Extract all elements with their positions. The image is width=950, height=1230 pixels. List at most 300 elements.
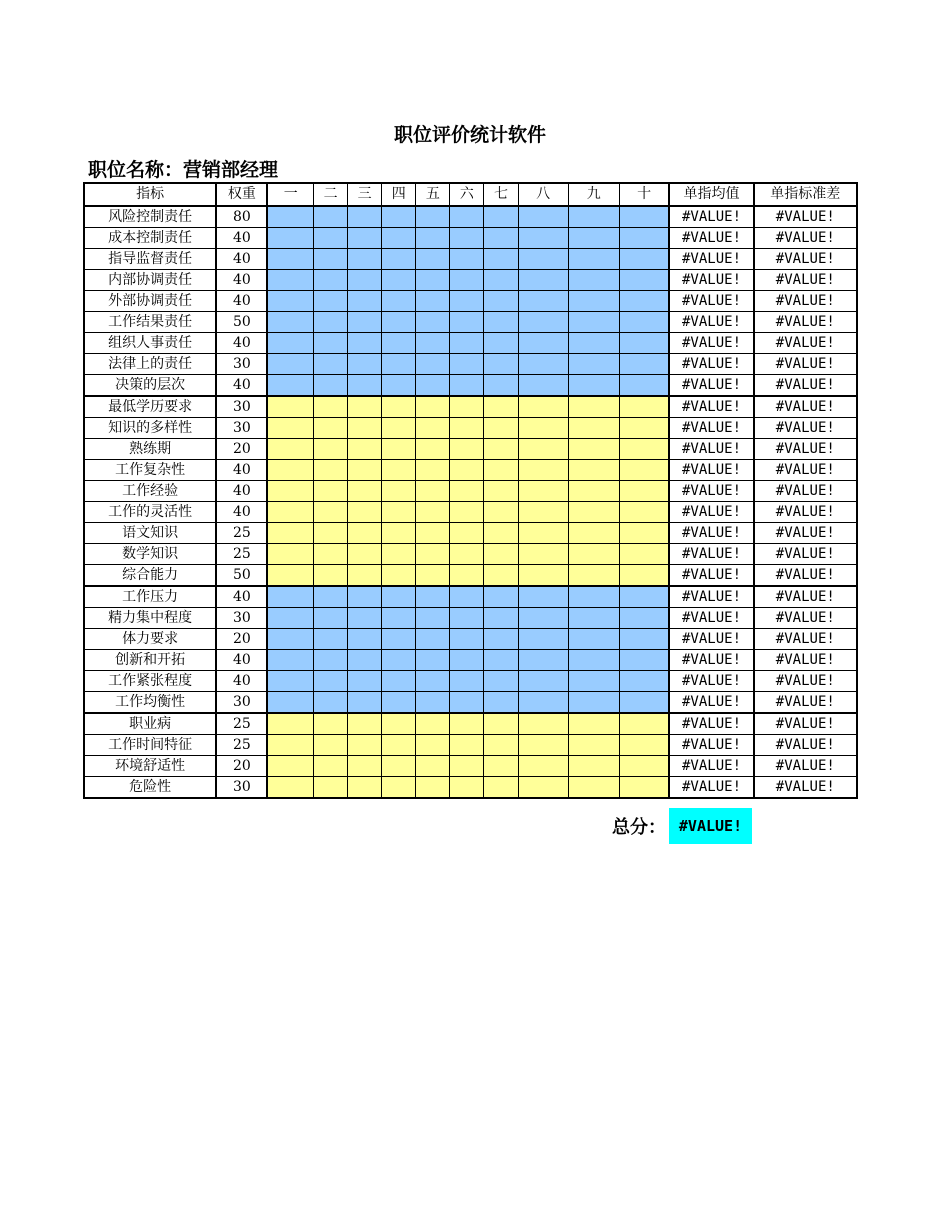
score-cell[interactable] [518, 481, 568, 502]
score-cell[interactable] [267, 502, 313, 523]
score-cell[interactable] [518, 650, 568, 671]
score-cell[interactable] [619, 291, 669, 312]
score-cell[interactable] [450, 249, 484, 270]
score-cell[interactable] [267, 692, 313, 714]
score-cell[interactable] [382, 650, 416, 671]
score-cell[interactable] [416, 523, 450, 544]
indicator-weight[interactable]: 25 [216, 713, 267, 735]
score-cell[interactable] [619, 523, 669, 544]
score-cell[interactable] [416, 565, 450, 587]
score-cell[interactable] [382, 671, 416, 692]
score-cell[interactable] [267, 777, 313, 799]
score-cell[interactable] [348, 671, 382, 692]
score-cell[interactable] [416, 375, 450, 397]
score-cell[interactable] [484, 777, 518, 799]
score-cell[interactable] [416, 228, 450, 249]
score-cell[interactable] [267, 756, 313, 777]
score-cell[interactable] [450, 228, 484, 249]
score-cell[interactable] [416, 418, 450, 439]
score-cell[interactable] [267, 523, 313, 544]
score-cell[interactable] [568, 523, 619, 544]
score-cell[interactable] [450, 270, 484, 291]
score-cell[interactable] [382, 206, 416, 228]
score-cell[interactable] [450, 291, 484, 312]
score-cell[interactable] [450, 629, 484, 650]
score-cell[interactable] [568, 439, 619, 460]
score-cell[interactable] [416, 312, 450, 333]
indicator-weight[interactable]: 20 [216, 439, 267, 460]
score-cell[interactable] [382, 460, 416, 481]
score-cell[interactable] [267, 629, 313, 650]
score-cell[interactable] [314, 460, 348, 481]
score-cell[interactable] [450, 735, 484, 756]
score-cell[interactable] [416, 650, 450, 671]
indicator-weight[interactable]: 30 [216, 396, 267, 418]
score-cell[interactable] [267, 228, 313, 249]
score-cell[interactable] [484, 439, 518, 460]
score-cell[interactable] [314, 586, 348, 608]
indicator-weight[interactable]: 40 [216, 291, 267, 312]
score-cell[interactable] [348, 586, 382, 608]
score-cell[interactable] [518, 312, 568, 333]
score-cell[interactable] [314, 523, 348, 544]
score-cell[interactable] [484, 608, 518, 629]
score-cell[interactable] [450, 671, 484, 692]
score-cell[interactable] [568, 565, 619, 587]
indicator-weight[interactable]: 40 [216, 249, 267, 270]
score-cell[interactable] [450, 312, 484, 333]
score-cell[interactable] [267, 544, 313, 565]
score-cell[interactable] [314, 418, 348, 439]
score-cell[interactable] [619, 249, 669, 270]
score-cell[interactable] [484, 270, 518, 291]
score-cell[interactable] [314, 756, 348, 777]
score-cell[interactable] [382, 291, 416, 312]
score-cell[interactable] [382, 692, 416, 714]
score-cell[interactable] [450, 544, 484, 565]
score-cell[interactable] [619, 650, 669, 671]
score-cell[interactable] [450, 777, 484, 799]
score-cell[interactable] [484, 333, 518, 354]
indicator-weight[interactable]: 40 [216, 375, 267, 397]
score-cell[interactable] [484, 418, 518, 439]
score-cell[interactable] [450, 502, 484, 523]
score-cell[interactable] [416, 502, 450, 523]
score-cell[interactable] [314, 735, 348, 756]
score-cell[interactable] [314, 692, 348, 714]
score-cell[interactable] [348, 544, 382, 565]
indicator-weight[interactable]: 30 [216, 354, 267, 375]
score-cell[interactable] [348, 650, 382, 671]
indicator-weight[interactable]: 40 [216, 650, 267, 671]
score-cell[interactable] [314, 713, 348, 735]
score-cell[interactable] [450, 523, 484, 544]
score-cell[interactable] [416, 544, 450, 565]
score-cell[interactable] [382, 735, 416, 756]
score-cell[interactable] [450, 756, 484, 777]
score-cell[interactable] [314, 629, 348, 650]
indicator-weight[interactable]: 40 [216, 481, 267, 502]
score-cell[interactable] [619, 375, 669, 397]
score-cell[interactable] [484, 713, 518, 735]
score-cell[interactable] [267, 396, 313, 418]
score-cell[interactable] [267, 565, 313, 587]
score-cell[interactable] [518, 249, 568, 270]
score-cell[interactable] [619, 586, 669, 608]
score-cell[interactable] [484, 756, 518, 777]
score-cell[interactable] [348, 481, 382, 502]
score-cell[interactable] [619, 671, 669, 692]
score-cell[interactable] [518, 777, 568, 799]
score-cell[interactable] [348, 502, 382, 523]
score-cell[interactable] [518, 608, 568, 629]
score-cell[interactable] [416, 481, 450, 502]
score-cell[interactable] [484, 565, 518, 587]
score-cell[interactable] [450, 713, 484, 735]
score-cell[interactable] [484, 228, 518, 249]
score-cell[interactable] [518, 396, 568, 418]
score-cell[interactable] [348, 396, 382, 418]
score-cell[interactable] [348, 713, 382, 735]
indicator-weight[interactable]: 20 [216, 629, 267, 650]
score-cell[interactable] [382, 249, 416, 270]
score-cell[interactable] [518, 418, 568, 439]
score-cell[interactable] [382, 418, 416, 439]
score-cell[interactable] [267, 249, 313, 270]
score-cell[interactable] [518, 671, 568, 692]
score-cell[interactable] [416, 291, 450, 312]
score-cell[interactable] [568, 544, 619, 565]
score-cell[interactable] [619, 333, 669, 354]
score-cell[interactable] [382, 502, 416, 523]
score-cell[interactable] [619, 354, 669, 375]
score-cell[interactable] [416, 396, 450, 418]
score-cell[interactable] [267, 270, 313, 291]
score-cell[interactable] [450, 692, 484, 714]
score-cell[interactable] [416, 756, 450, 777]
score-cell[interactable] [619, 312, 669, 333]
score-cell[interactable] [450, 650, 484, 671]
score-cell[interactable] [382, 312, 416, 333]
score-cell[interactable] [568, 608, 619, 629]
indicator-weight[interactable]: 40 [216, 502, 267, 523]
score-cell[interactable] [382, 439, 416, 460]
score-cell[interactable] [518, 354, 568, 375]
score-cell[interactable] [619, 418, 669, 439]
score-cell[interactable] [267, 460, 313, 481]
score-cell[interactable] [416, 270, 450, 291]
indicator-weight[interactable]: 40 [216, 586, 267, 608]
score-cell[interactable] [518, 460, 568, 481]
score-cell[interactable] [619, 565, 669, 587]
score-cell[interactable] [518, 439, 568, 460]
score-cell[interactable] [348, 206, 382, 228]
score-cell[interactable] [348, 228, 382, 249]
score-cell[interactable] [568, 650, 619, 671]
score-cell[interactable] [450, 439, 484, 460]
score-cell[interactable] [568, 354, 619, 375]
score-cell[interactable] [518, 502, 568, 523]
score-cell[interactable] [518, 629, 568, 650]
score-cell[interactable] [568, 586, 619, 608]
score-cell[interactable] [568, 481, 619, 502]
score-cell[interactable] [518, 586, 568, 608]
score-cell[interactable] [619, 629, 669, 650]
indicator-weight[interactable]: 30 [216, 777, 267, 799]
score-cell[interactable] [382, 565, 416, 587]
indicator-weight[interactable]: 25 [216, 523, 267, 544]
score-cell[interactable] [348, 270, 382, 291]
score-cell[interactable] [314, 354, 348, 375]
score-cell[interactable] [314, 228, 348, 249]
score-cell[interactable] [382, 586, 416, 608]
score-cell[interactable] [314, 375, 348, 397]
score-cell[interactable] [382, 629, 416, 650]
score-cell[interactable] [484, 671, 518, 692]
score-cell[interactable] [619, 228, 669, 249]
score-cell[interactable] [267, 650, 313, 671]
indicator-weight[interactable]: 30 [216, 418, 267, 439]
score-cell[interactable] [484, 206, 518, 228]
score-cell[interactable] [484, 312, 518, 333]
indicator-weight[interactable]: 40 [216, 460, 267, 481]
score-cell[interactable] [518, 228, 568, 249]
score-cell[interactable] [450, 586, 484, 608]
score-cell[interactable] [484, 502, 518, 523]
score-cell[interactable] [518, 544, 568, 565]
score-cell[interactable] [518, 270, 568, 291]
score-cell[interactable] [382, 608, 416, 629]
score-cell[interactable] [416, 354, 450, 375]
score-cell[interactable] [450, 333, 484, 354]
score-cell[interactable] [568, 270, 619, 291]
score-cell[interactable] [314, 481, 348, 502]
indicator-weight[interactable]: 25 [216, 735, 267, 756]
score-cell[interactable] [619, 692, 669, 714]
score-cell[interactable] [382, 481, 416, 502]
score-cell[interactable] [382, 523, 416, 544]
score-cell[interactable] [348, 608, 382, 629]
score-cell[interactable] [382, 270, 416, 291]
score-cell[interactable] [348, 312, 382, 333]
score-cell[interactable] [568, 396, 619, 418]
score-cell[interactable] [450, 354, 484, 375]
score-cell[interactable] [518, 523, 568, 544]
indicator-weight[interactable]: 40 [216, 333, 267, 354]
score-cell[interactable] [314, 270, 348, 291]
score-cell[interactable] [484, 735, 518, 756]
score-cell[interactable] [568, 629, 619, 650]
score-cell[interactable] [518, 565, 568, 587]
score-cell[interactable] [348, 375, 382, 397]
score-cell[interactable] [416, 629, 450, 650]
score-cell[interactable] [382, 333, 416, 354]
score-cell[interactable] [619, 396, 669, 418]
indicator-weight[interactable]: 80 [216, 206, 267, 228]
score-cell[interactable] [348, 439, 382, 460]
score-cell[interactable] [619, 206, 669, 228]
indicator-weight[interactable]: 25 [216, 544, 267, 565]
score-cell[interactable] [416, 333, 450, 354]
score-cell[interactable] [348, 756, 382, 777]
score-cell[interactable] [619, 608, 669, 629]
indicator-weight[interactable]: 40 [216, 671, 267, 692]
score-cell[interactable] [518, 692, 568, 714]
score-cell[interactable] [267, 354, 313, 375]
score-cell[interactable] [382, 756, 416, 777]
score-cell[interactable] [619, 502, 669, 523]
score-cell[interactable] [314, 396, 348, 418]
score-cell[interactable] [484, 586, 518, 608]
score-cell[interactable] [568, 692, 619, 714]
score-cell[interactable] [348, 418, 382, 439]
score-cell[interactable] [484, 650, 518, 671]
score-cell[interactable] [348, 249, 382, 270]
score-cell[interactable] [450, 375, 484, 397]
score-cell[interactable] [267, 713, 313, 735]
score-cell[interactable] [568, 333, 619, 354]
score-cell[interactable] [484, 544, 518, 565]
score-cell[interactable] [382, 228, 416, 249]
score-cell[interactable] [484, 375, 518, 397]
score-cell[interactable] [382, 396, 416, 418]
score-cell[interactable] [267, 735, 313, 756]
indicator-weight[interactable]: 30 [216, 608, 267, 629]
score-cell[interactable] [267, 481, 313, 502]
score-cell[interactable] [568, 671, 619, 692]
score-cell[interactable] [416, 206, 450, 228]
score-cell[interactable] [450, 565, 484, 587]
score-cell[interactable] [314, 439, 348, 460]
score-cell[interactable] [382, 354, 416, 375]
score-cell[interactable] [267, 439, 313, 460]
score-cell[interactable] [518, 375, 568, 397]
score-cell[interactable] [484, 523, 518, 544]
score-cell[interactable] [450, 396, 484, 418]
score-cell[interactable] [568, 291, 619, 312]
score-cell[interactable] [267, 291, 313, 312]
score-cell[interactable] [348, 565, 382, 587]
score-cell[interactable] [267, 333, 313, 354]
score-cell[interactable] [568, 206, 619, 228]
score-cell[interactable] [382, 375, 416, 397]
score-cell[interactable] [416, 777, 450, 799]
score-cell[interactable] [348, 333, 382, 354]
score-cell[interactable] [619, 544, 669, 565]
score-cell[interactable] [450, 608, 484, 629]
score-cell[interactable] [314, 312, 348, 333]
score-cell[interactable] [568, 249, 619, 270]
score-cell[interactable] [314, 565, 348, 587]
indicator-weight[interactable]: 50 [216, 565, 267, 587]
indicator-weight[interactable]: 40 [216, 270, 267, 291]
score-cell[interactable] [484, 396, 518, 418]
score-cell[interactable] [619, 735, 669, 756]
score-cell[interactable] [518, 713, 568, 735]
score-cell[interactable] [484, 481, 518, 502]
score-cell[interactable] [416, 713, 450, 735]
score-cell[interactable] [568, 713, 619, 735]
score-cell[interactable] [314, 777, 348, 799]
score-cell[interactable] [314, 544, 348, 565]
score-cell[interactable] [267, 608, 313, 629]
score-cell[interactable] [416, 608, 450, 629]
score-cell[interactable] [484, 249, 518, 270]
score-cell[interactable] [416, 249, 450, 270]
score-cell[interactable] [348, 777, 382, 799]
score-cell[interactable] [314, 249, 348, 270]
score-cell[interactable] [619, 713, 669, 735]
score-cell[interactable] [348, 523, 382, 544]
indicator-weight[interactable]: 40 [216, 228, 267, 249]
score-cell[interactable] [267, 206, 313, 228]
score-cell[interactable] [568, 228, 619, 249]
score-cell[interactable] [619, 756, 669, 777]
score-cell[interactable] [348, 291, 382, 312]
score-cell[interactable] [314, 608, 348, 629]
indicator-weight[interactable]: 50 [216, 312, 267, 333]
score-cell[interactable] [267, 418, 313, 439]
score-cell[interactable] [382, 777, 416, 799]
score-cell[interactable] [348, 354, 382, 375]
score-cell[interactable] [518, 206, 568, 228]
score-cell[interactable] [314, 206, 348, 228]
score-cell[interactable] [416, 460, 450, 481]
score-cell[interactable] [484, 291, 518, 312]
score-cell[interactable] [518, 756, 568, 777]
score-cell[interactable] [450, 460, 484, 481]
score-cell[interactable] [619, 270, 669, 291]
score-cell[interactable] [568, 735, 619, 756]
score-cell[interactable] [267, 375, 313, 397]
score-cell[interactable] [568, 756, 619, 777]
score-cell[interactable] [450, 418, 484, 439]
score-cell[interactable] [267, 671, 313, 692]
score-cell[interactable] [568, 375, 619, 397]
score-cell[interactable] [416, 671, 450, 692]
score-cell[interactable] [450, 206, 484, 228]
score-cell[interactable] [619, 481, 669, 502]
score-cell[interactable] [314, 502, 348, 523]
score-cell[interactable] [568, 502, 619, 523]
score-cell[interactable] [348, 735, 382, 756]
score-cell[interactable] [619, 439, 669, 460]
score-cell[interactable] [416, 439, 450, 460]
score-cell[interactable] [267, 312, 313, 333]
score-cell[interactable] [416, 586, 450, 608]
score-cell[interactable] [382, 713, 416, 735]
score-cell[interactable] [450, 481, 484, 502]
score-cell[interactable] [348, 460, 382, 481]
score-cell[interactable] [348, 629, 382, 650]
score-cell[interactable] [484, 460, 518, 481]
score-cell[interactable] [568, 777, 619, 799]
score-cell[interactable] [568, 460, 619, 481]
score-cell[interactable] [484, 692, 518, 714]
score-cell[interactable] [314, 333, 348, 354]
indicator-weight[interactable]: 30 [216, 692, 267, 714]
score-cell[interactable] [267, 586, 313, 608]
score-cell[interactable] [518, 735, 568, 756]
score-cell[interactable] [416, 692, 450, 714]
score-cell[interactable] [484, 629, 518, 650]
score-cell[interactable] [518, 291, 568, 312]
score-cell[interactable] [619, 777, 669, 799]
score-cell[interactable] [619, 460, 669, 481]
score-cell[interactable] [568, 312, 619, 333]
indicator-weight[interactable]: 20 [216, 756, 267, 777]
score-cell[interactable] [568, 418, 619, 439]
